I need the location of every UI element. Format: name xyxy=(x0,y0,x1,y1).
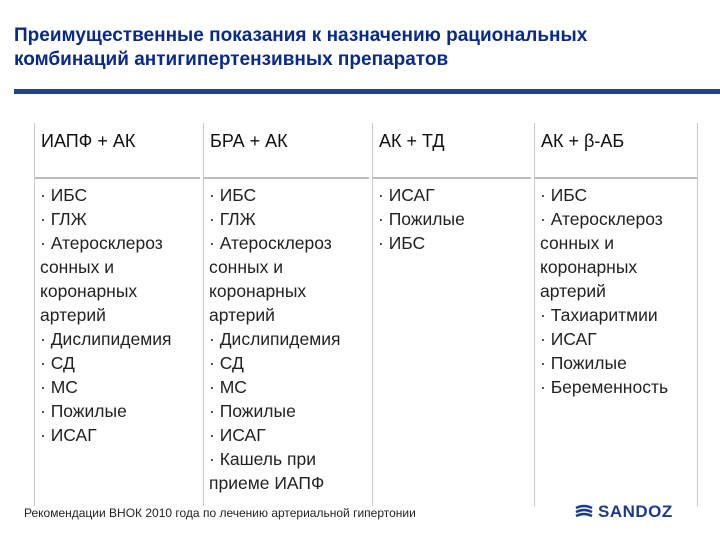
column-items xyxy=(35,183,200,447)
column-items xyxy=(373,183,531,255)
list-item: · МС xyxy=(40,377,78,397)
sandoz-mark-icon xyxy=(574,504,594,520)
list-item: · Тахиаритмии xyxy=(540,305,658,325)
list-item: · ГЛЖ xyxy=(209,209,256,229)
column-items xyxy=(535,183,697,399)
list-item: артерий xyxy=(540,281,606,301)
list-item: · Дислипидемия xyxy=(40,329,172,349)
list-item: · Пожилые xyxy=(378,209,465,229)
column-header: АК + ТД xyxy=(373,123,531,179)
sandoz-logo xyxy=(574,502,673,522)
column-ak-td xyxy=(372,123,531,506)
list-item: · Атеросклероз xyxy=(40,233,163,253)
list-item: · ИСАГ xyxy=(40,425,97,445)
list-item: сонных и xyxy=(540,233,614,253)
list-item: коронарных xyxy=(540,257,638,277)
list-item: коронарных xyxy=(209,281,307,301)
column-header: БРА + АК xyxy=(204,123,369,179)
list-item: артерий xyxy=(40,305,106,325)
list-item: · Дислипидемия xyxy=(209,329,341,349)
list-item: · СД xyxy=(209,353,244,373)
list-item: · ГЛЖ xyxy=(40,209,87,229)
list-item: · Пожилые xyxy=(40,401,127,421)
list-item: · СД xyxy=(40,353,75,373)
list-item: · МС xyxy=(209,377,247,397)
list-item: приеме ИАПФ xyxy=(209,473,325,493)
list-item: коронарных xyxy=(40,281,138,301)
column-iapf-ak xyxy=(34,123,200,506)
list-item: · ИБС xyxy=(540,185,588,205)
column-bra-ak xyxy=(203,123,369,506)
list-item: · Атеросклероз xyxy=(209,233,332,253)
list-item: · ИБС xyxy=(378,233,426,253)
list-item: артерий xyxy=(209,305,275,325)
title-divider xyxy=(14,89,720,94)
list-item: · ИСАГ xyxy=(540,329,597,349)
list-item: · Беременность xyxy=(540,377,669,397)
column-header: АК + β-АБ xyxy=(535,123,697,179)
list-item: · Пожилые xyxy=(540,353,627,373)
list-item: сонных и xyxy=(209,257,283,277)
column-ak-bab xyxy=(534,123,698,506)
list-item: · Пожилые xyxy=(209,401,296,421)
page-title: Преимущественные показания к назначению рациональных комбинаций антигипертензивных препаратов xyxy=(14,25,588,70)
column-header: ИАПФ + АК xyxy=(35,123,200,179)
list-item: · ИСАГ xyxy=(378,185,435,205)
column-items xyxy=(204,183,369,495)
list-item: · Кашель при xyxy=(209,449,316,469)
list-item: · Атеросклероз xyxy=(540,209,663,229)
logo-text: SANDOZ xyxy=(598,502,673,521)
source-footnote: Рекомендации ВНОК 2010 года по лечению артериальной гипертонии xyxy=(24,506,416,520)
list-item: · ИСАГ xyxy=(209,425,266,445)
list-item: · ИБС xyxy=(209,185,257,205)
list-item: сонных и xyxy=(40,257,114,277)
list-item: · ИБС xyxy=(40,185,88,205)
